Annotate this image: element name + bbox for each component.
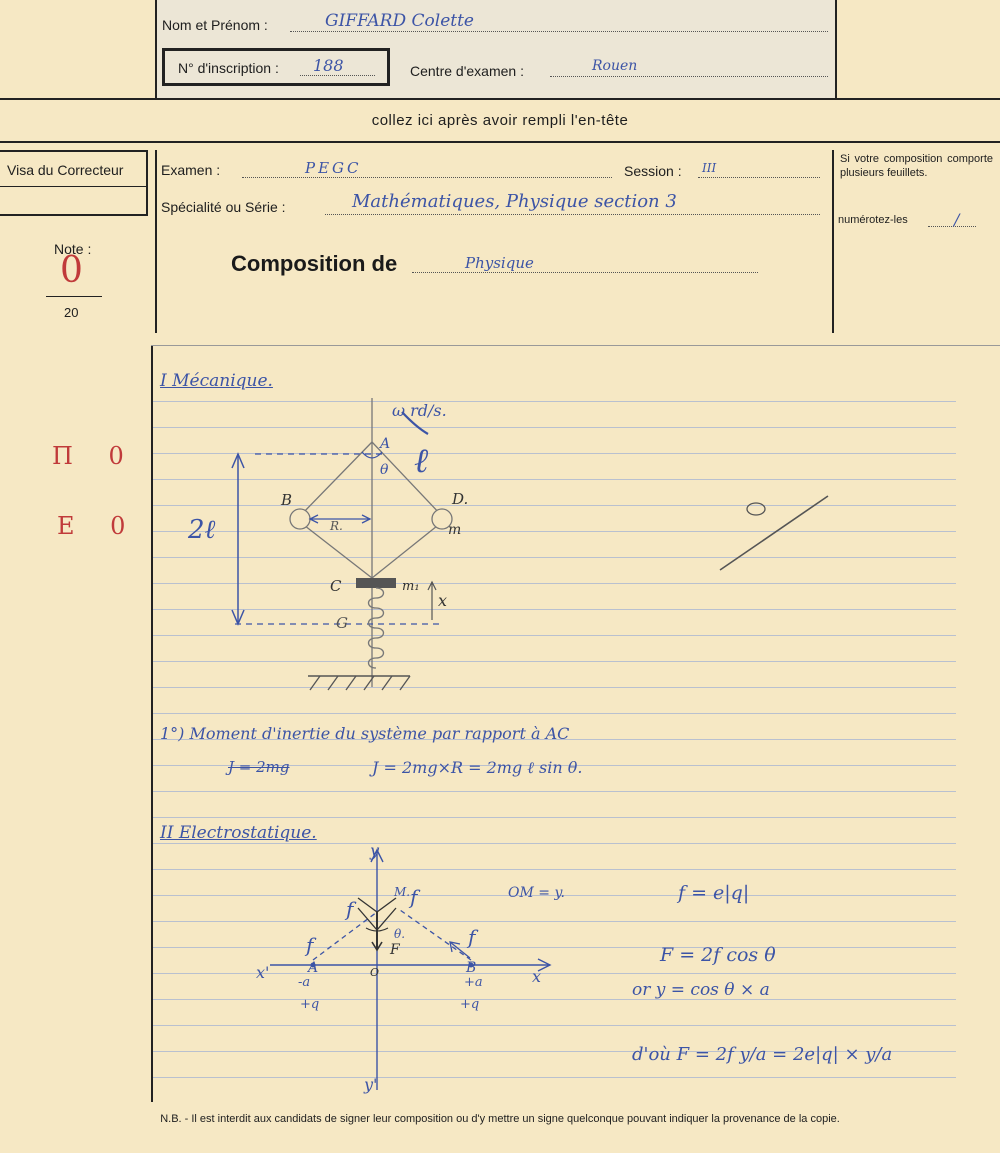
label-y: y <box>370 841 380 860</box>
part1-title: I Mécanique. <box>160 371 273 391</box>
inscription-value[interactable]: 188 <box>313 56 344 75</box>
label-B: B <box>466 960 477 976</box>
label-f-leftA: f <box>306 933 314 957</box>
composition-label: Composition de <box>231 251 398 276</box>
q1-line1: 1°) Moment d'inertie du système par rapport à AC <box>160 724 570 743</box>
eq-oh: OM = y. <box>508 885 565 901</box>
label-A: A <box>380 436 391 452</box>
label-O: O <box>370 966 380 979</box>
eq-f: f = e|q| <box>678 882 750 904</box>
fold-instruction: collez ici après avoir rempli l'en-tête <box>371 112 629 129</box>
session-value[interactable]: III <box>702 161 717 175</box>
label-plus-q-right: +q <box>460 997 480 1012</box>
label-m1: m₁ <box>402 579 420 594</box>
label-x: x <box>532 967 542 986</box>
label-2l: 2ℓ <box>188 515 216 545</box>
label-x: x <box>438 591 448 610</box>
margin-mark: Π 0 <box>52 442 138 470</box>
label-f-rightB: f <box>468 925 476 949</box>
note-value: 0 <box>60 250 83 291</box>
label-y-prime: y' <box>364 1075 378 1094</box>
visa-box <box>0 150 148 216</box>
inscription-line <box>300 75 375 76</box>
answer-left-border <box>151 345 153 1102</box>
note-divider <box>46 296 102 297</box>
part2-title: II Electrostatique. <box>160 823 317 843</box>
eq-dou: d'où F = 2f y/a = 2e|q| × y/a <box>632 1044 893 1065</box>
label-omega: ω rd/s. <box>392 401 447 420</box>
electrostatics-diagram <box>250 840 570 1095</box>
label-f-left: f <box>346 897 354 921</box>
ruled-line <box>153 713 956 714</box>
specialite-line <box>325 214 820 215</box>
footer-nb: N.B. - Il est interdit aux candidats de signer leur composition ou d'y mettre un signe quelconque pouvant indiquer la provenance de la copie. <box>160 1113 840 1125</box>
main-right-border <box>832 150 834 333</box>
examen-value[interactable]: PEGC <box>305 159 362 177</box>
label-R: R. <box>330 519 343 533</box>
feuillets-note: Si votre composition comporte plusieurs feuillets. <box>840 153 993 179</box>
label-theta2: θ. <box>394 927 406 941</box>
label-plus-a: +a <box>464 975 483 990</box>
label-l: ℓ <box>414 441 429 481</box>
visa-label: Visa du Correcteur <box>7 162 124 178</box>
centre-label: Centre d'examen : <box>410 63 524 79</box>
eq-F: F = 2f cos θ <box>660 944 776 966</box>
mechanics-diagram <box>180 392 469 697</box>
q1-line2: J = 2mg×R = 2mg ℓ sin θ. <box>372 758 583 777</box>
label-M: M. <box>394 885 411 899</box>
composition-line <box>412 272 758 273</box>
numerotez-value[interactable]: / <box>954 210 960 229</box>
label-x-prime: x' <box>256 963 270 982</box>
label-D: D. <box>452 490 469 508</box>
eq-or: or y = cos θ × a <box>632 980 770 1000</box>
centre-value[interactable]: Rouen <box>592 58 638 74</box>
nom-label: Nom et Prénom : <box>162 17 268 33</box>
numerotez-line <box>928 226 976 227</box>
specialite-label: Spécialité ou Série : <box>161 199 286 215</box>
label-G: G <box>336 614 348 632</box>
answer-top-border <box>151 345 1000 346</box>
session-label: Session : <box>624 163 682 179</box>
nom-value[interactable]: GIFFARD Colette <box>325 11 474 31</box>
label-f-top: f <box>410 885 418 909</box>
label-B: B <box>281 491 293 509</box>
correction-scribble <box>710 490 840 580</box>
fold-line-top <box>0 98 1000 100</box>
centre-line <box>550 76 828 77</box>
examen-line <box>242 177 612 178</box>
main-left-border <box>155 150 157 333</box>
label-minus-a: -a <box>298 975 311 990</box>
specialite-value[interactable]: Mathématiques, Physique section 3 <box>352 191 677 212</box>
note-label: Note : <box>54 241 92 257</box>
composition-value[interactable]: Physique <box>465 254 534 272</box>
note-max: 20 <box>64 305 79 320</box>
inscription-label: N° d'inscription : <box>178 60 279 76</box>
label-C: C <box>330 577 342 595</box>
label-m: m <box>448 522 462 538</box>
label-A: A <box>308 960 319 976</box>
label-theta: θ <box>380 462 389 478</box>
q1-struck: J = 2mg <box>228 758 290 776</box>
examen-label: Examen : <box>161 162 221 178</box>
visa-divider <box>0 186 148 187</box>
fold-line-bottom <box>0 141 1000 143</box>
label-F: F <box>390 942 400 958</box>
numerotez-label: numérotez-les <box>838 214 908 226</box>
session-line <box>698 177 820 178</box>
label-plus-q-left: +q <box>300 997 320 1012</box>
ruled-line <box>153 791 956 792</box>
margin-mark: E 0 <box>57 512 140 540</box>
nom-line <box>290 31 828 32</box>
ruled-line <box>153 817 956 818</box>
